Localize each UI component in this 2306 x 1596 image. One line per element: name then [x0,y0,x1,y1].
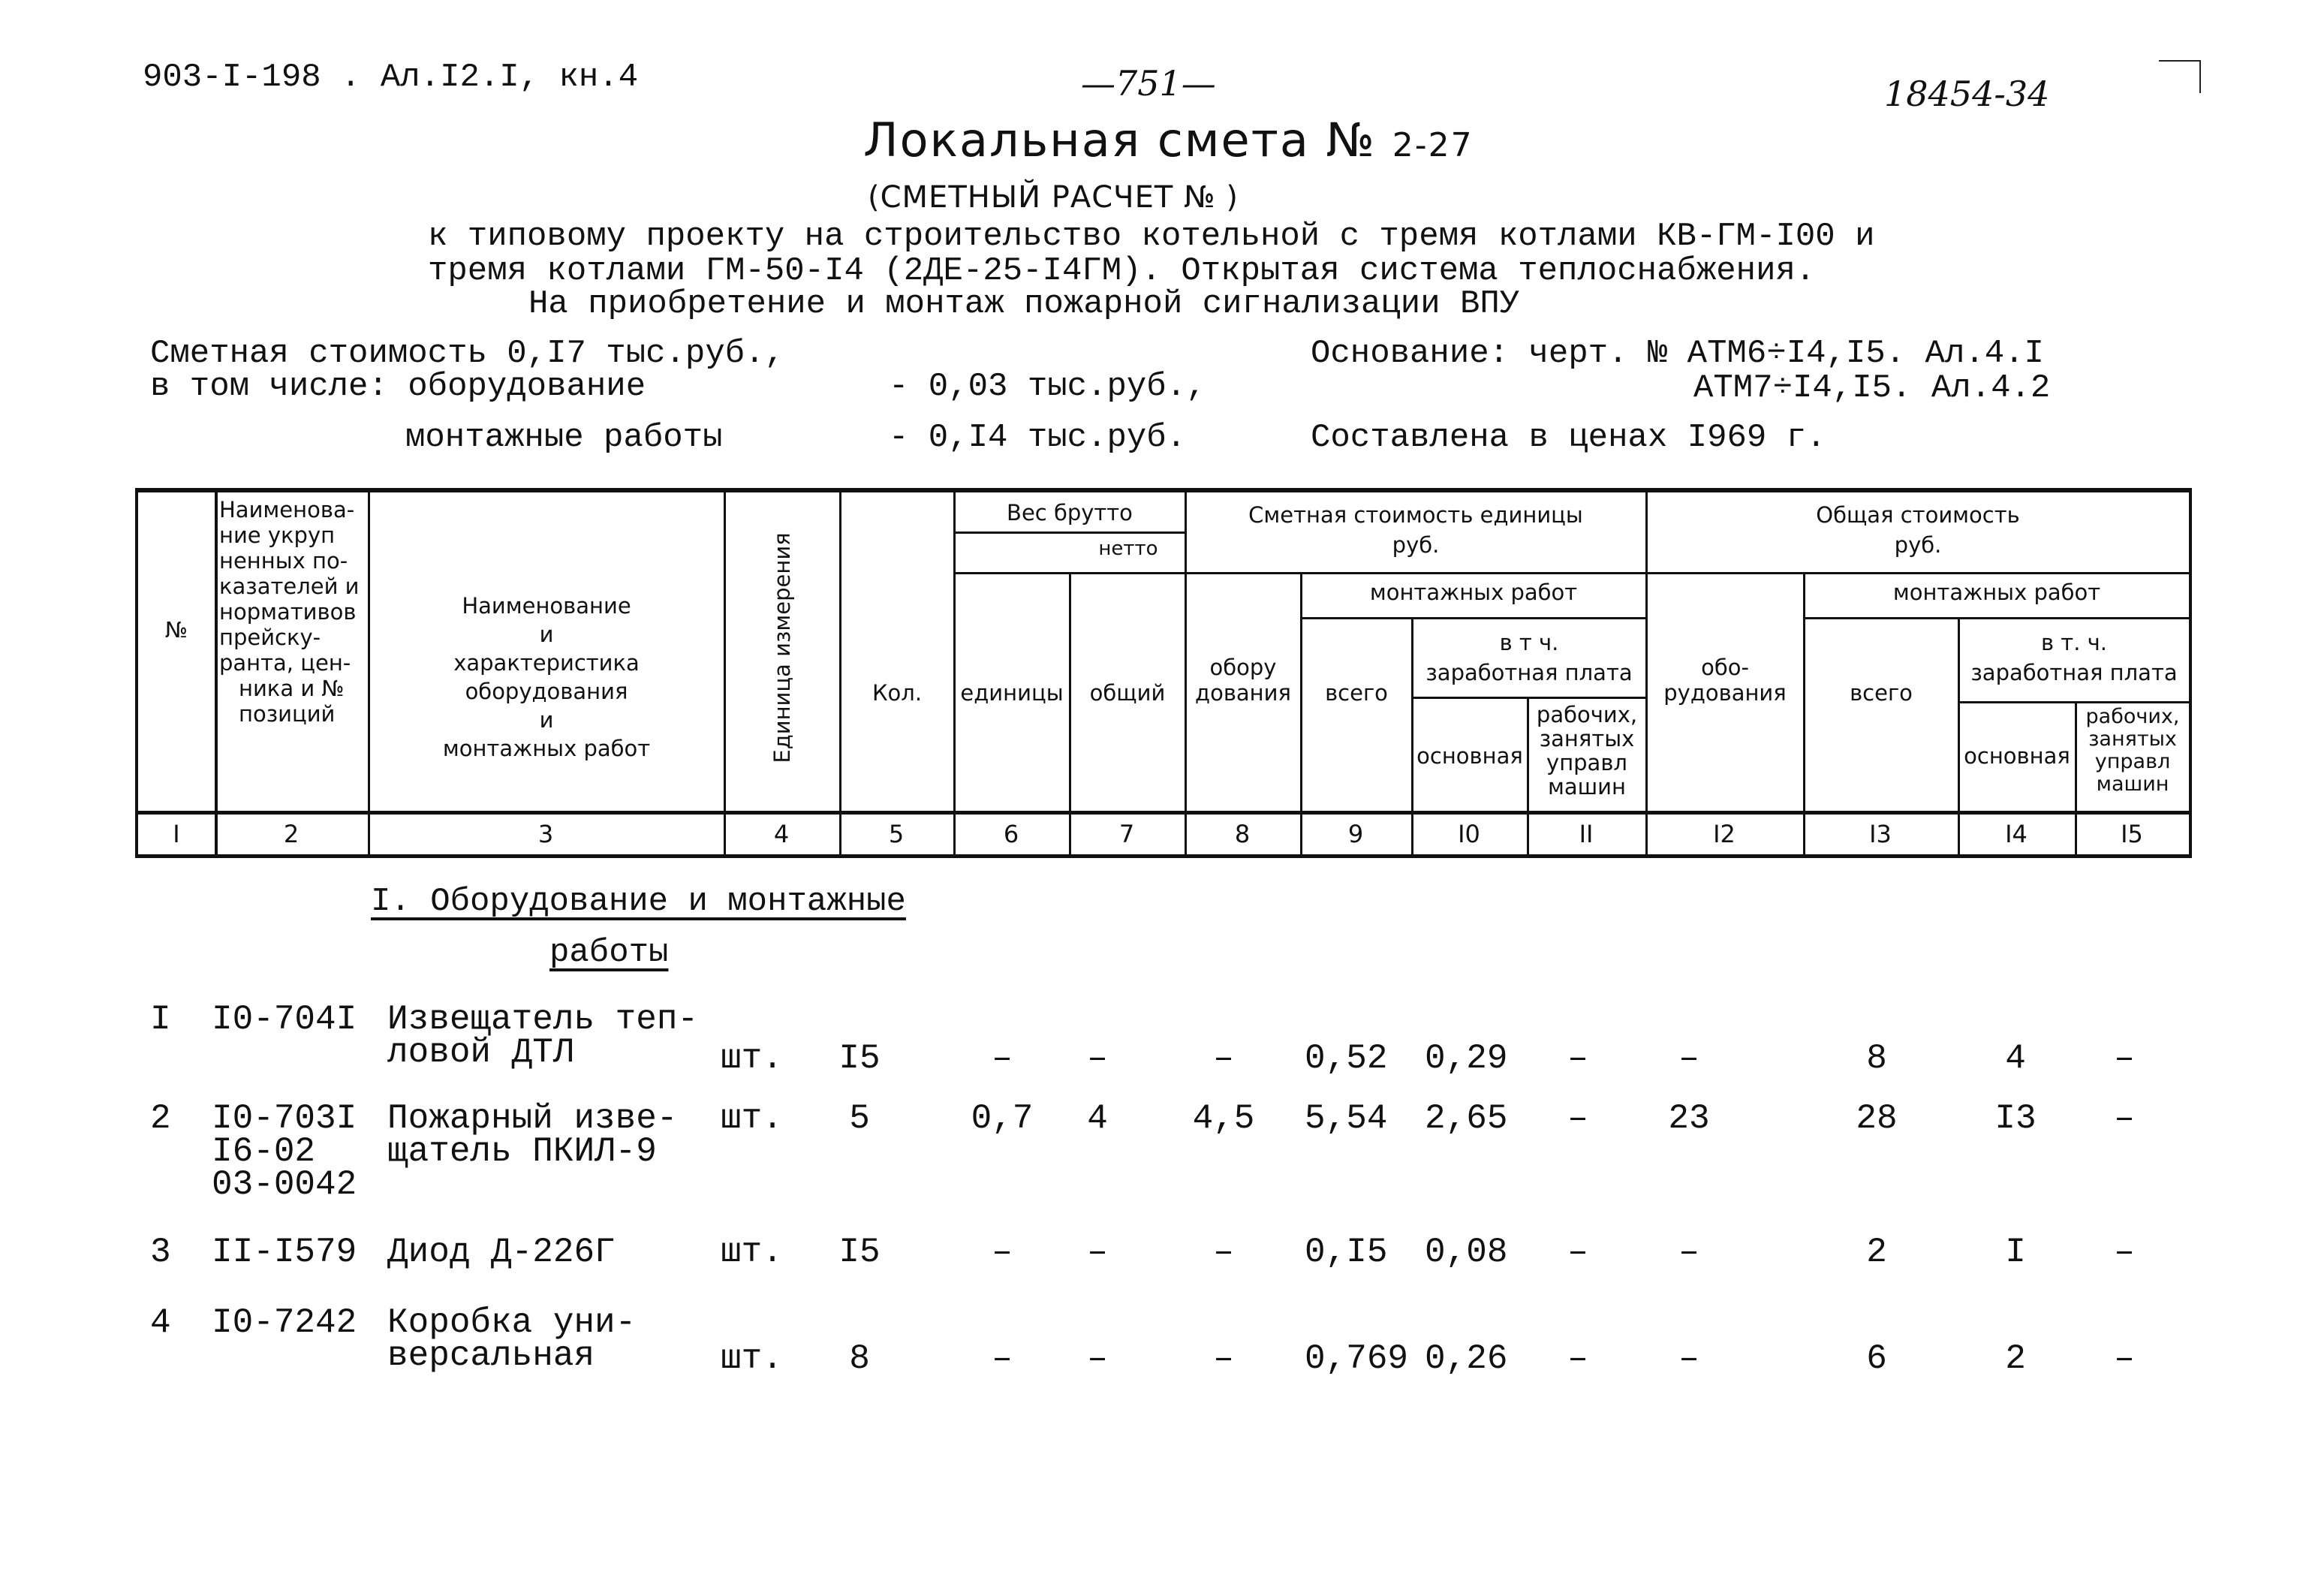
col-header-unit-install-all: всего [1325,680,1388,706]
col-rule [1300,572,1302,858]
row-name-line: Диод Д-226Г [387,1233,616,1272]
row-unit-install-all: 5,54 [1305,1099,1388,1138]
row-code-line: I0-703I [212,1099,357,1138]
col-number: 5 [888,820,905,848]
weight-sub-header: нетто [1098,538,1158,560]
col-number: I [173,820,180,848]
prices-line: Составлена в ценах I969 г. [1311,419,1826,456]
col-number: 6 [1003,820,1019,848]
group-rule [1958,701,2189,703]
col-number: II [1579,820,1594,848]
row-number: I [150,1000,171,1039]
equipment-cost: - 0,03 тыс.руб., [889,368,1206,405]
col-header-weight-unit: единицы [960,680,1064,706]
table-border [135,854,2192,858]
weight-group-header: Вес брутто [1007,500,1133,525]
install-label: монтажные работы [405,419,723,456]
group-rule [953,572,1185,574]
row-total-install-all: 28 [1856,1099,1898,1138]
row-weight-unit: 0,7 [971,1099,1034,1138]
col-header-unit-wage: основная [1416,743,1523,769]
project-line: тремя котлами ГМ-50-I4 (2ДЕ-25-I4ГМ). Открытая система теплоснабжения. [428,252,1816,290]
title-number: 2-27 [1392,126,1474,164]
col-header-unit-equip: обору дования [1195,655,1291,706]
row-name [387,1303,637,1375]
row-name [387,1233,616,1272]
row-weight-total: 4 [1087,1099,1108,1138]
row-name [387,1099,678,1171]
install-group-header: монтажных работ [1369,580,1578,605]
corner-mark [2199,60,2201,93]
page-title [863,113,1474,167]
row-total-equip: – [1678,1339,1699,1378]
total-cost: Сметная стоимость 0,I7 тыс.руб., [150,335,784,372]
calc-subtitle: (СМЕТНЫЙ РАСЧЕТ № ) [868,180,1239,215]
row-unit-wage: 0,29 [1425,1039,1508,1078]
col-number: 7 [1118,820,1135,848]
row-unit-equip: – [1213,1039,1234,1078]
basis-line: АТМ7÷I4,I5. Ал.4.2 [1693,369,2051,407]
row-total-wage: 4 [2005,1039,2026,1078]
row-unit-machine: – [1567,1039,1588,1078]
row-qty: I5 [838,1233,881,1272]
col-header-name: Наименование и характеристика оборудования и монтажных работ [442,593,651,761]
total-cost-group-header: Общая стоимость руб. [1816,502,2020,558]
table-border [135,488,2192,492]
row-unit: шт. [721,1339,783,1378]
col-rule [724,488,726,858]
col-number: I0 [1458,820,1480,848]
row-name-line: Коробка уни- [387,1303,637,1342]
col-header-total-install-all: всего [1850,680,1913,706]
registration-number: 18454-34 [1884,74,2050,114]
row-unit-equip: – [1213,1339,1234,1378]
row-code-line: I0-7242 [212,1303,357,1342]
col-rule [953,488,956,858]
row-number: 4 [150,1303,171,1342]
col-number: 4 [773,820,790,848]
row-unit-equip: 4,5 [1192,1099,1255,1138]
group-rule [1803,617,2189,619]
row-code [212,1099,357,1204]
section-title: I. Оборудование и монтажные [371,883,906,920]
row-unit-equip: – [1213,1233,1234,1272]
row-unit-wage: 0,08 [1425,1233,1508,1272]
col-header-num: № [164,617,188,643]
row-unit-wage: 0,26 [1425,1339,1508,1378]
row-number: 3 [150,1233,171,1272]
col-number: I4 [2005,820,2028,848]
title-text: Локальная смета № [863,113,1377,167]
page-number: —751— [1081,63,1216,104]
row-unit-wage: 2,65 [1425,1099,1508,1138]
row-code [212,1233,357,1272]
table-border [2189,488,2192,858]
col-header-unit-machine: рабочих, занятых управл машин [1536,702,1638,800]
col-header-weight-total: общий [1089,680,1166,706]
project-line: На приобретение и монтаж пожарной сигнализации ВПУ [528,285,1520,323]
row-unit-install-all: 0,52 [1305,1039,1388,1078]
row-total-equip: – [1678,1039,1699,1078]
row-code [212,1000,357,1039]
col-number: 8 [1234,820,1251,848]
row-unit: шт. [721,1099,783,1138]
row-unit: шт. [721,1039,783,1078]
row-code-line: I6-02 [212,1132,316,1171]
row-weight-unit: – [992,1039,1013,1078]
row-total-wage: 2 [2005,1339,2026,1378]
document-reference: 903-I-198 . Ал.I2.I, кн.4 [143,59,639,96]
row-qty: 5 [849,1099,870,1138]
row-name-line: версальная [387,1336,595,1375]
col-number: 2 [283,820,300,848]
row-qty: 8 [849,1339,870,1378]
col-header-total-wage: основная [1964,743,2070,769]
col-header-total-machine: рабочих, занятых управл машин [2085,705,2180,796]
group-rule [1185,572,2189,574]
col-number: I2 [1713,820,1736,848]
row-qty: I5 [838,1039,881,1078]
row-code-line: I0-704I [212,1000,357,1039]
project-line: к типовому проекту на строительство котельной с тремя котлами КВ-ГМ-I00 и [428,218,1875,255]
col-number: 9 [1347,820,1364,848]
col-header-qty: Кол. [872,680,923,706]
row-unit-install-all: 0,I5 [1305,1233,1388,1272]
col-rule [1069,572,1071,858]
group-rule [1411,697,1645,699]
col-rule [1803,572,1805,858]
section-title-cont: работы [549,934,669,971]
col-header-total-equip: обо- рудования [1663,655,1787,706]
row-unit-machine: – [1567,1339,1588,1378]
row-code-line: 03-0042 [212,1165,357,1204]
row-total-machine: – [2114,1099,2135,1138]
row-total-equip: 23 [1668,1099,1710,1138]
row-name-line: щатель ПКИЛ-9 [387,1132,657,1171]
row-name-line: Пожарный изве- [387,1099,678,1138]
row-name-line: ловой ДТЛ [387,1033,574,1072]
row-weight-unit: – [992,1339,1013,1378]
col-number: I3 [1869,820,1892,848]
col-number: 3 [537,820,554,848]
including-label: в том числе: оборудование [150,368,646,405]
install-group-header-2: монтажных работ [1892,580,2101,605]
col-header-unit: Единица измерения [769,532,795,763]
wage-group-header-2: в т. ч. заработная плата [1970,630,2178,685]
row-weight-total: – [1087,1339,1108,1378]
install-cost: - 0,I4 тыс.руб. [889,419,1187,456]
row-total-install-all: 6 [1866,1339,1887,1378]
estimate-table-header [135,488,2192,858]
row-weight-total: – [1087,1039,1108,1078]
row-code-line: II-I579 [212,1233,357,1272]
group-rule [1300,617,1645,619]
row-total-install-all: 8 [1866,1039,1887,1078]
row-number: 2 [150,1099,171,1138]
table-border [135,488,138,858]
col-rule [839,488,841,858]
row-unit-machine: – [1567,1099,1588,1138]
row-unit-install-all: 0,769 [1305,1339,1409,1378]
corner-mark [2159,60,2201,62]
row-unit-machine: – [1567,1233,1588,1272]
col-header-code: Наименова- ние укруп ненных по- казателей и нормативов прейску- ранта, цен- ника и № позиций [219,497,360,727]
wage-group-header: в т ч. заработная плата [1425,630,1633,685]
row-weight-unit: – [992,1233,1013,1272]
row-name-line: Извещатель теп- [387,1000,699,1039]
row-total-install-all: 2 [1866,1233,1887,1272]
row-weight-total: – [1087,1233,1108,1272]
table-rule [135,811,2192,815]
row-total-machine: – [2114,1039,2135,1078]
group-rule [953,531,1185,534]
col-number: I5 [2121,820,2143,848]
row-total-machine: – [2114,1339,2135,1378]
col-rule [215,488,218,858]
row-code [212,1303,357,1342]
row-total-wage: I [2005,1233,2026,1272]
basis-line: Основание: черт. № АТМ6÷I4,I5. Ал.4.I [1311,335,2044,372]
row-total-machine: – [2114,1233,2135,1272]
row-total-equip: – [1678,1233,1699,1272]
unit-cost-group-header: Сметная стоимость единицы руб. [1248,502,1583,558]
row-unit: шт. [721,1233,783,1272]
row-total-wage: I3 [1994,1099,2037,1138]
row-name [387,1000,699,1072]
